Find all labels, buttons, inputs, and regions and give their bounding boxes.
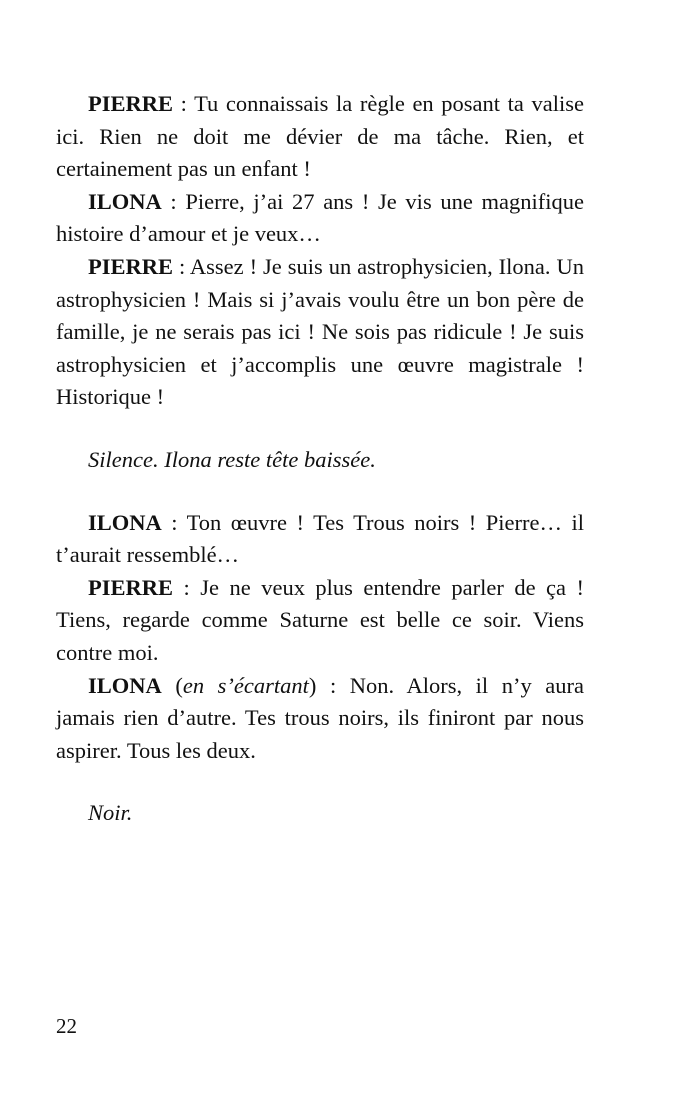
page-body	[56, 88, 584, 830]
speaker-name: PIERRE	[88, 91, 174, 116]
dialogue-line	[56, 251, 584, 414]
dialogue-text: : Je ne veux plus entendre parler de ça ! Tiens, regarde comme Saturne est belle ce soir. Viens contre moi.	[56, 574, 584, 665]
dialogue-line	[56, 88, 584, 186]
dialogue-text: : Assez ! Je suis un astrophysicien, Ilona. Un astrophysicien ! Mais si j’avais voulu être un bon père de famille, je ne serais pas ici ! Ne sois pas ridicule ! Je suis astrophysicien et j’accomplis une œuvre magistrale ! Historique !	[56, 253, 584, 410]
dialogue-text: : Tu connaissais la règle en posant ta valise ici. Rien ne doit me dévier de ma tâche. Rien, et certainement pas un enfant !	[56, 91, 584, 182]
speaker-name: ILONA	[88, 509, 162, 535]
aside-close-paren: )	[308, 672, 317, 698]
page-number: 22	[56, 1014, 77, 1038]
speaker-name: ILONA	[88, 188, 162, 214]
stage-direction: Silence. Ilona reste tête baissée.	[88, 446, 376, 472]
dialogue-text: : Non. Alors, il n’y aura jamais rien d’autre. Tes trous noirs, ils finiront par nous aspirer. Tous les deux.	[56, 672, 585, 763]
dialogue-line	[56, 670, 584, 768]
speaker-name: PIERRE	[88, 253, 174, 279]
speaker-name: ILONA	[88, 672, 162, 698]
dialogue-line	[56, 186, 584, 251]
speaker-name: PIERRE	[88, 574, 174, 600]
dialogue-text: : Ton œuvre ! Tes Trous noirs ! Pierre… il t’aurait ressemblé…	[56, 509, 584, 568]
dialogue-line	[56, 572, 584, 670]
dialogue-text: : Pierre, j’ai 27 ans ! Je vis une magnifique histoire d’amour et je veux…	[56, 188, 584, 247]
aside-open-paren: (	[161, 672, 183, 698]
stage-direction: Noir.	[88, 800, 133, 826]
dialogue-line	[56, 507, 584, 572]
aside-direction: en s’écartant	[182, 672, 309, 698]
